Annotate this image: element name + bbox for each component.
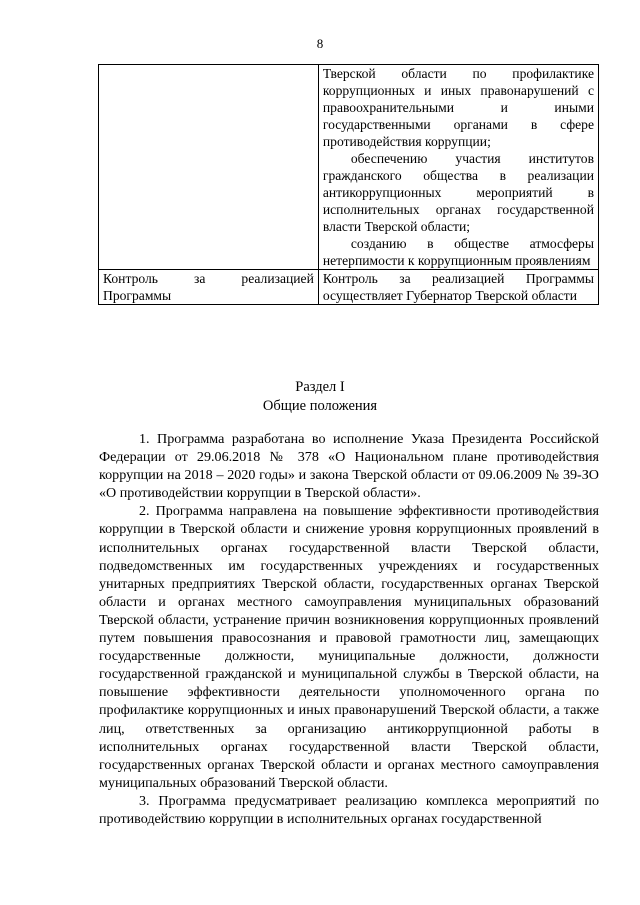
page-number: 8 [316,36,324,51]
table-cell-control-value [318,270,598,305]
section-subtitle: Общие положения [262,398,378,414]
table-row [99,65,599,270]
table-row [99,270,599,305]
paragraph-3: 3. Программа предусматривает реализацию комплекса мероприятий по противодействию коррупции в исполнительных органах государственной [99,792,599,827]
task-text-civil-society: обеспечению участия институтов гражданского общества в реализации антикоррупционных мероприятий в исполнительных органах государственной власти Тверской области; [322,151,594,234]
section-title: Раздел I [295,379,345,395]
paragraph-1: 1. Программа разработана во исполнение Указа Президента Российской Федерации от 29.06.2018 № 378 «О Национальном плане противодействия коррупции на 2018 – 2020 годы» и закона Тверской области от 09.06.2009 № 39-ЗО «О противодействии коррупции в Тверской области». [99,431,599,502]
program-passport-table [98,64,599,305]
document-body [99,430,599,828]
task-text-intolerance: созданию в обществе атмосферы нетерпимости к коррупционным проявлениям [322,236,594,268]
section-heading [0,378,640,416]
control-value: Контроль за реализацией Программы осуществляет Губернатор Тверской области [322,271,594,303]
paragraph-2: 2. Программа направлена на повышение эффективности противодействия коррупции в Тверской области и снижение уровня коррупционных проявлений в исполнительных органах государственной власти Тверской области, подведомственных им государственных учреждениях и государственных унитарных предприятиях Тверской области, государственных органах Тверской области и органах местного самоуправления муниципальных образований Тверской области, устранение причин возникновения коррупционных проявлений путем повышения правосознания и правовой грамотности лиц, замещающих государственные должности, муниципальные должности, должности государственной гражданской и муниципальной службы в Тверской области, на повышение эффективности деятельности уполномоченного органа по профилактике коррупционных и иных правонарушений Тверской области, а также лиц, ответственных за организацию антикоррупционной работы в исполнительных органах государственной власти Тверской области, государственных органах Тверской области и органах местного самоуправления муниципальных образований Тверской области. [99,503,599,791]
table-cell-label-control [99,270,319,305]
table-cell-tasks [318,65,598,270]
control-label: Контроль за реализацией Программы [103,271,314,303]
task-text-cooperation: Тверской области по профилактике коррупционных и иных правонарушений с правоохранительными и иными государственными органами в сфере противодействия коррупции; [322,66,594,149]
table-cell-empty [99,65,319,270]
